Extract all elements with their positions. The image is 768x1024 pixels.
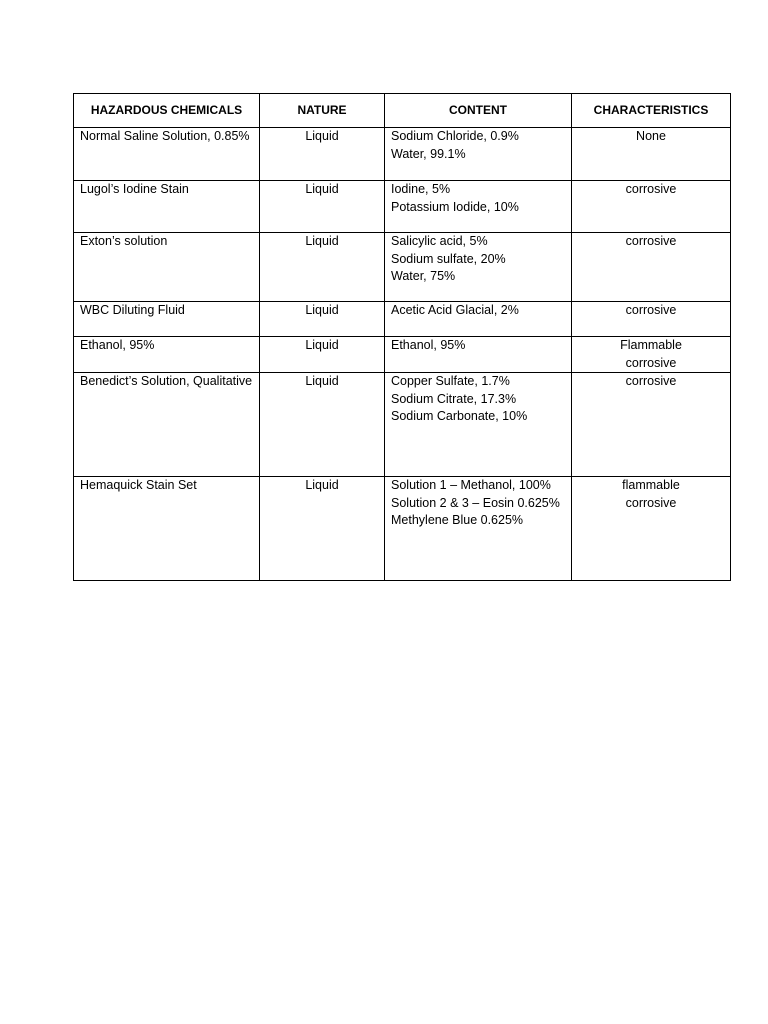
nature-value: Liquid — [305, 129, 339, 143]
characteristic-value: None — [636, 129, 666, 143]
chemical-name: Normal Saline Solution, 0.85% — [80, 129, 250, 143]
characteristic-value: corrosive — [625, 234, 677, 248]
content-cell — [385, 233, 572, 302]
chemical-name: Lugol’s Iodine Stain — [80, 182, 189, 196]
content-line: Salicylic acid, 5% — [391, 234, 488, 248]
content-cell — [385, 128, 572, 181]
content-line: Water, 75% — [391, 269, 456, 283]
table-row — [74, 373, 731, 477]
content-cell — [385, 373, 572, 477]
content-line: Sodium Chloride, 0.9% — [391, 129, 519, 143]
characteristic-value: corrosive — [625, 374, 677, 388]
chemical-cell — [74, 477, 260, 581]
nature-cell — [260, 373, 385, 477]
content-line: Acetic Acid Glacial, 2% — [391, 303, 519, 317]
characteristics-cell — [572, 337, 731, 373]
table-row — [74, 181, 731, 233]
table-row — [74, 233, 731, 302]
header-nature: NATURE — [260, 94, 385, 128]
content-line: Sodium Citrate, 17.3% — [391, 391, 517, 406]
nature-value: Liquid — [305, 182, 339, 196]
characteristic-value: Flammable — [620, 338, 682, 352]
chemical-name: Ethanol, 95% — [80, 338, 155, 352]
chemical-cell — [74, 233, 260, 302]
chemical-cell — [74, 302, 260, 337]
header-content: CONTENT — [385, 94, 572, 128]
characteristics-cell — [572, 233, 731, 302]
characteristics-cell — [572, 373, 731, 477]
nature-value: Liquid — [305, 338, 339, 352]
nature-cell — [260, 337, 385, 373]
chemical-name: WBC Diluting Fluid — [80, 303, 185, 317]
characteristics-cell — [572, 477, 731, 581]
header-characteristics: CHARACTERISTICS — [572, 94, 731, 128]
content-line: Water, 99.1% — [391, 146, 466, 161]
nature-value: Liquid — [305, 234, 339, 248]
content-line: Ethanol, 95% — [391, 338, 466, 352]
characteristic-value: flammable — [622, 478, 680, 492]
content-cell — [385, 477, 572, 581]
header-hazardous-chemicals: HAZARDOUS CHEMICALS — [74, 94, 260, 128]
chemical-name: Exton’s solution — [80, 234, 168, 248]
chemical-cell — [74, 373, 260, 477]
content-line: Solution 1 – Methanol, 100% — [391, 478, 551, 492]
content-line: Potassium Iodide, 10% — [391, 199, 519, 214]
content-line: Sodium sulfate, 20% — [391, 251, 506, 266]
hazardous-chemicals-table — [73, 93, 731, 581]
content-line: Sodium Carbonate, 10% — [391, 409, 528, 423]
characteristics-cell — [572, 181, 731, 233]
characteristic-value: corrosive — [625, 495, 677, 510]
content-line: Methylene Blue 0.625% — [391, 513, 524, 527]
nature-value: Liquid — [305, 374, 339, 388]
table-row — [74, 128, 731, 181]
chemical-name: Hemaquick Stain Set — [80, 478, 197, 492]
content-cell — [385, 302, 572, 337]
table-header-row — [74, 94, 731, 128]
table-row — [74, 477, 731, 581]
chemical-cell — [74, 337, 260, 373]
nature-value: Liquid — [305, 478, 339, 492]
characteristic-value: corrosive — [625, 182, 677, 196]
table-row — [74, 302, 731, 337]
content-cell — [385, 337, 572, 373]
characteristics-cell — [572, 302, 731, 337]
nature-cell — [260, 181, 385, 233]
chemical-cell — [74, 128, 260, 181]
nature-cell — [260, 233, 385, 302]
nature-cell — [260, 477, 385, 581]
content-line: Copper Sulfate, 1.7% — [391, 374, 510, 388]
nature-cell — [260, 302, 385, 337]
content-cell — [385, 181, 572, 233]
content-line: Solution 2 & 3 – Eosin 0.625% — [391, 495, 560, 510]
characteristics-cell — [572, 128, 731, 181]
chemical-name: Benedict’s Solution, Qualitative — [80, 374, 253, 388]
chemical-cell — [74, 181, 260, 233]
nature-value: Liquid — [305, 303, 339, 317]
characteristic-value: corrosive — [625, 355, 677, 370]
content-line: Iodine, 5% — [391, 182, 451, 196]
characteristic-value: corrosive — [625, 303, 677, 317]
nature-cell — [260, 128, 385, 181]
table-row — [74, 337, 731, 373]
